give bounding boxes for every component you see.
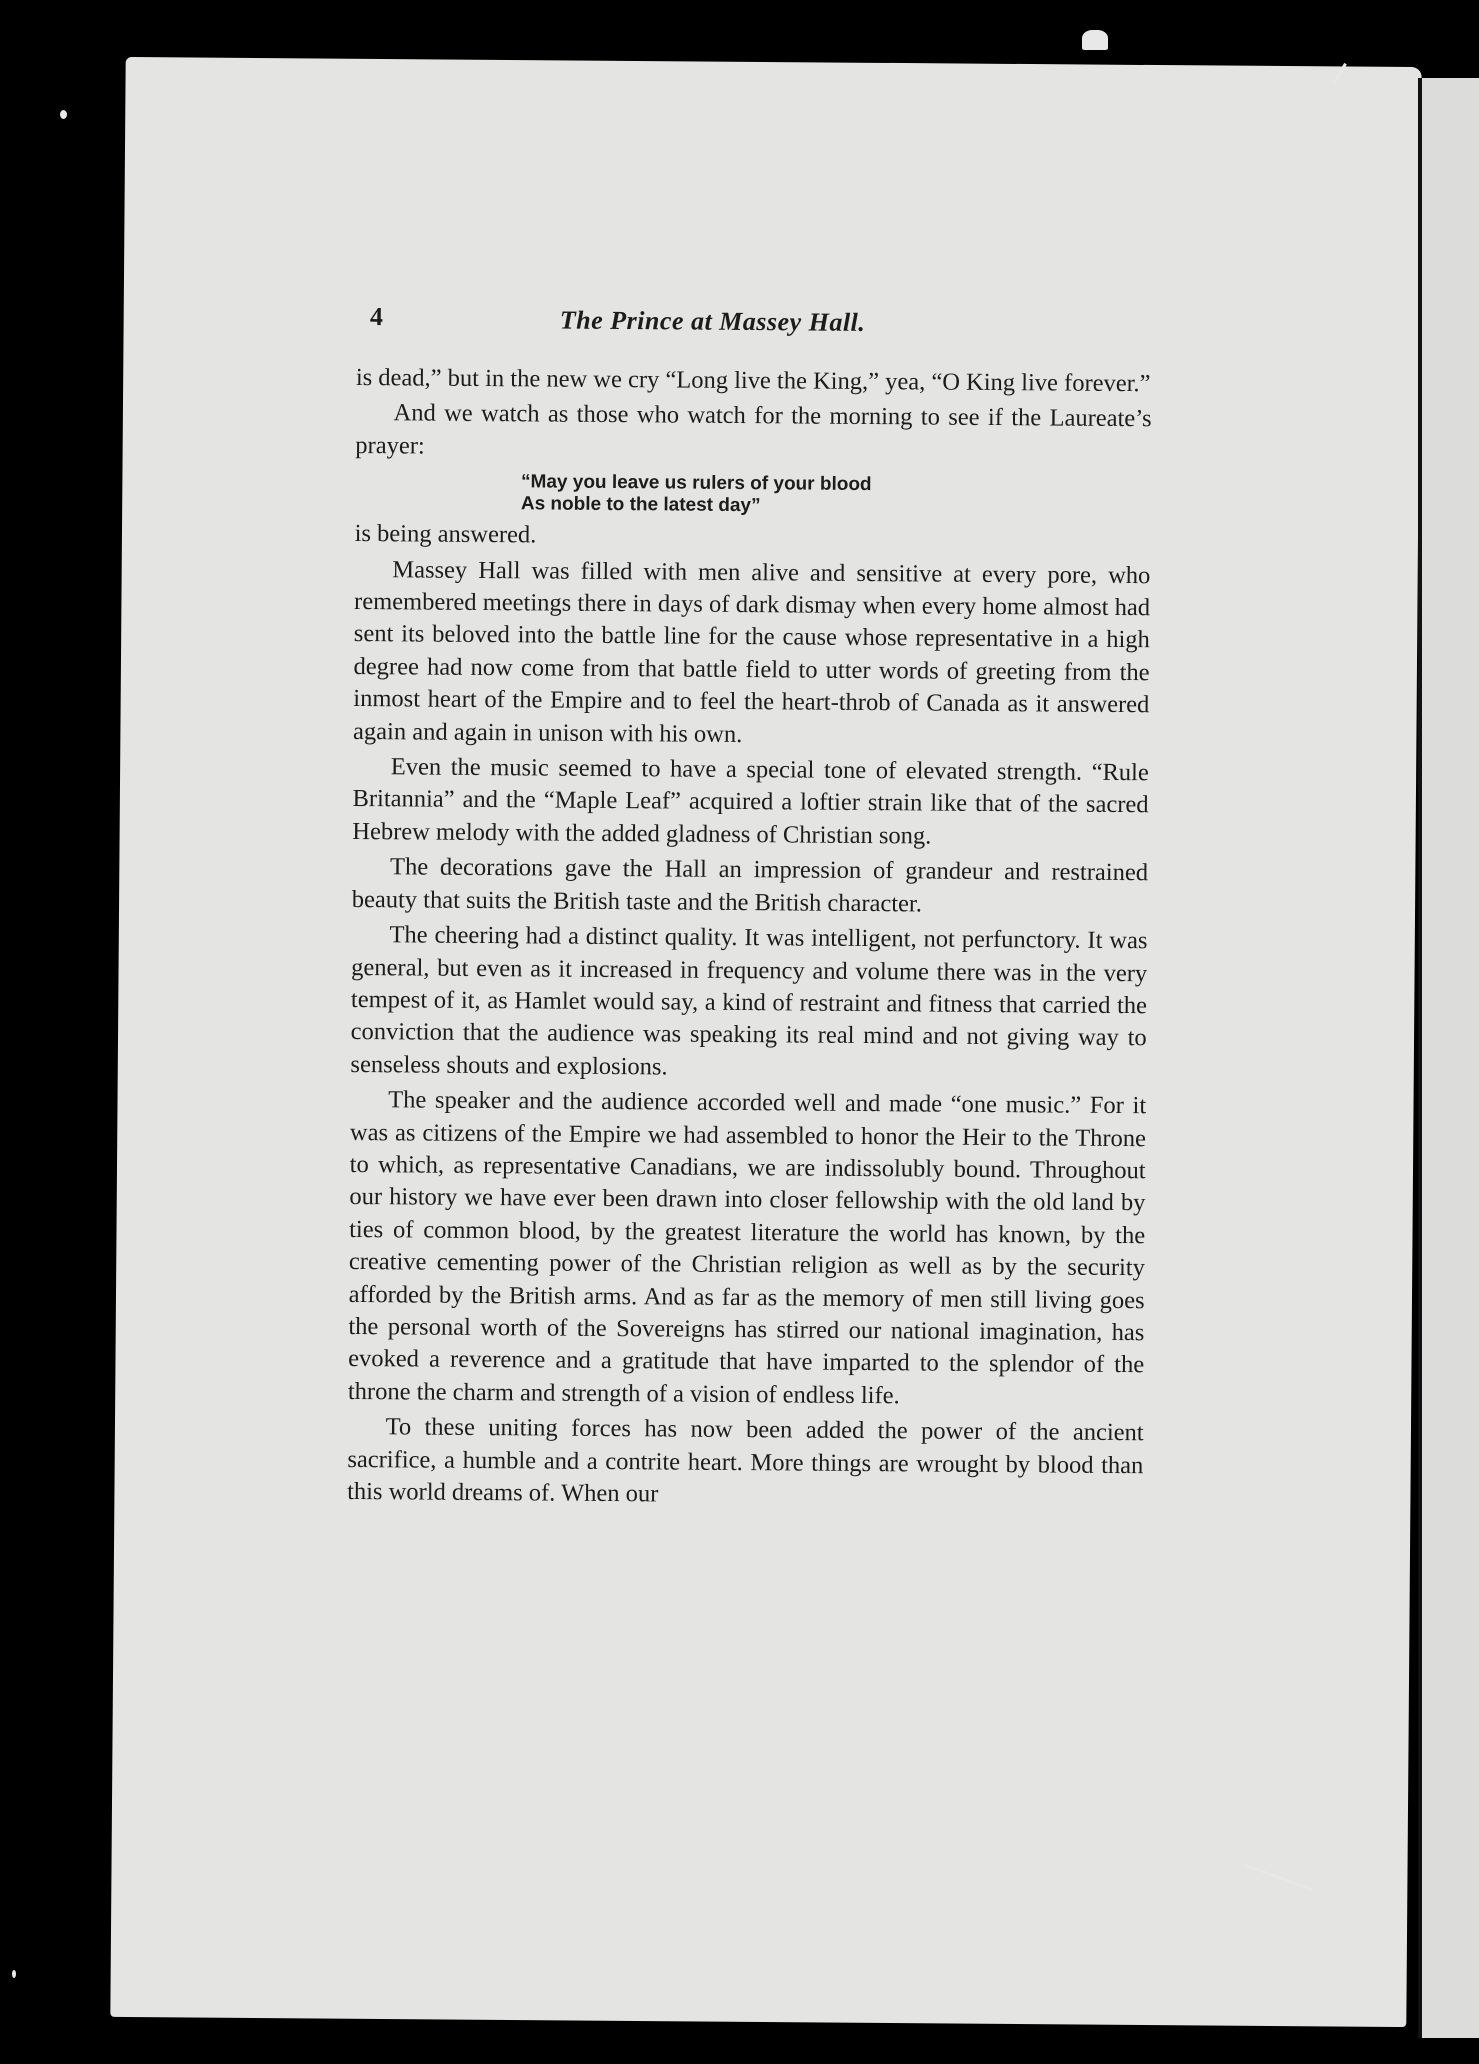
paragraph: To these uniting forces has now been added the power of the ancient sacrifice, a humble and a contrite heart. More things are wrought by blood than this world dreams of. When our <box>347 1413 1144 1508</box>
verse-quote <box>521 472 1151 521</box>
scan-speck <box>12 1970 16 1978</box>
facing-page-edge <box>1418 78 1479 2038</box>
verse-line: As noble to the latest day” <box>520 493 761 517</box>
paragraph: is being answered. <box>354 520 537 549</box>
paragraph: is dead,” but in the new we cry “Long live the King,” yea, “O King live forever.” <box>355 363 1151 398</box>
body-text <box>347 362 1152 1518</box>
page-header <box>370 302 970 347</box>
scan-speck <box>60 110 67 119</box>
running-title: The Prince at Massey Hall. <box>559 305 866 337</box>
paragraph: Even the music seemed to have a special tone of elevated strength. “Rule Britannia” and the “Maple Leaf” acquired a loftier strain like that of the sacred Hebrew melody with the added gladness of Christian song. <box>352 753 1149 850</box>
paragraph: And we watch as those who watch for the morning to see if the Laureate’s prayer: <box>355 399 1152 460</box>
scan-speck <box>1082 30 1108 50</box>
paragraph: The cheering had a distinct quality. It was intelligent, not perfunctory. It was general, but even as it increased in frequency and volume there was in the very tempest of it, as Hamlet would say, a kind of restraint and fitness that carried the conviction that the audience was speaking its real mind and not giving way to senseless shouts and explosions. <box>350 921 1148 1081</box>
verse-line: “May you leave us rulers of your blood <box>520 471 872 496</box>
paragraph: The decorations gave the Hall an impression of grandeur and restrained beauty that suits the British taste and the British character. <box>351 853 1149 918</box>
paragraph: Massey Hall was filled with men alive and sensitive at every pore, who remembered meetings there in days of dark dismay when every home almost had sent its beloved into the battle line for the cause whose representative in a high degree had now come from that battle field to utter words of greeting from the inmost heart of the Empire and to feel the heart-throb of Canada as it answered again and again in unison with his own. <box>352 555 1151 748</box>
page-number: 4 <box>369 302 383 332</box>
paragraph: The speaker and the audience accorded well and made “one music.” For it was as citizens of the Empire we had assembled to honor the Heir to the Throne to which, as representative Canadians, we are indissolubly bound. Throughout our history we have ever been drawn into closer fellowship with the old land by ties of common blood, by the greatest literature the world has known, by the creative cementing power of the Christian religion as well as by the security afforded by the British arms. And as far as the memory of men still living goes the personal worth of the Sovereigns has stirred our national imagination, has evoked a reverence and a gratitude that have imparted to the splendor of the throne the charm and strength of a vision of endless life. <box>347 1086 1147 1410</box>
